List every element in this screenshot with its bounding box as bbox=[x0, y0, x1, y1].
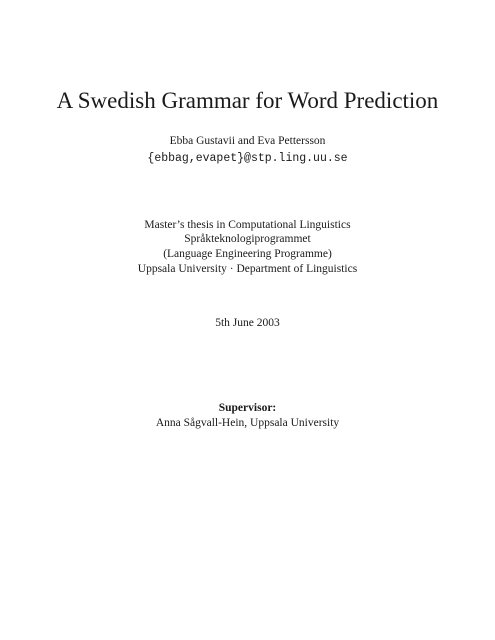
date: 5th June 2003 bbox=[215, 317, 280, 329]
authors: Ebba Gustavii and Eva Pettersson bbox=[169, 135, 326, 147]
supervisor-name: Anna Sågvall-Hein, Uppsala University bbox=[155, 417, 340, 429]
programme-name: Språkteknologiprogrammet bbox=[184, 233, 311, 245]
thesis-description: Master’s thesis in Computational Linguistics bbox=[144, 219, 351, 231]
programme-name-english: (Language Engineering Programme) bbox=[163, 248, 332, 260]
author-emails: {ebbag,evapet}@stp.ling.uu.se bbox=[147, 152, 348, 165]
supervisor-label: Supervisor: bbox=[218, 402, 277, 414]
institution: Uppsala University · Department of Linguistics bbox=[137, 263, 358, 275]
document-title: A Swedish Grammar for Word Prediction bbox=[56, 88, 439, 113]
